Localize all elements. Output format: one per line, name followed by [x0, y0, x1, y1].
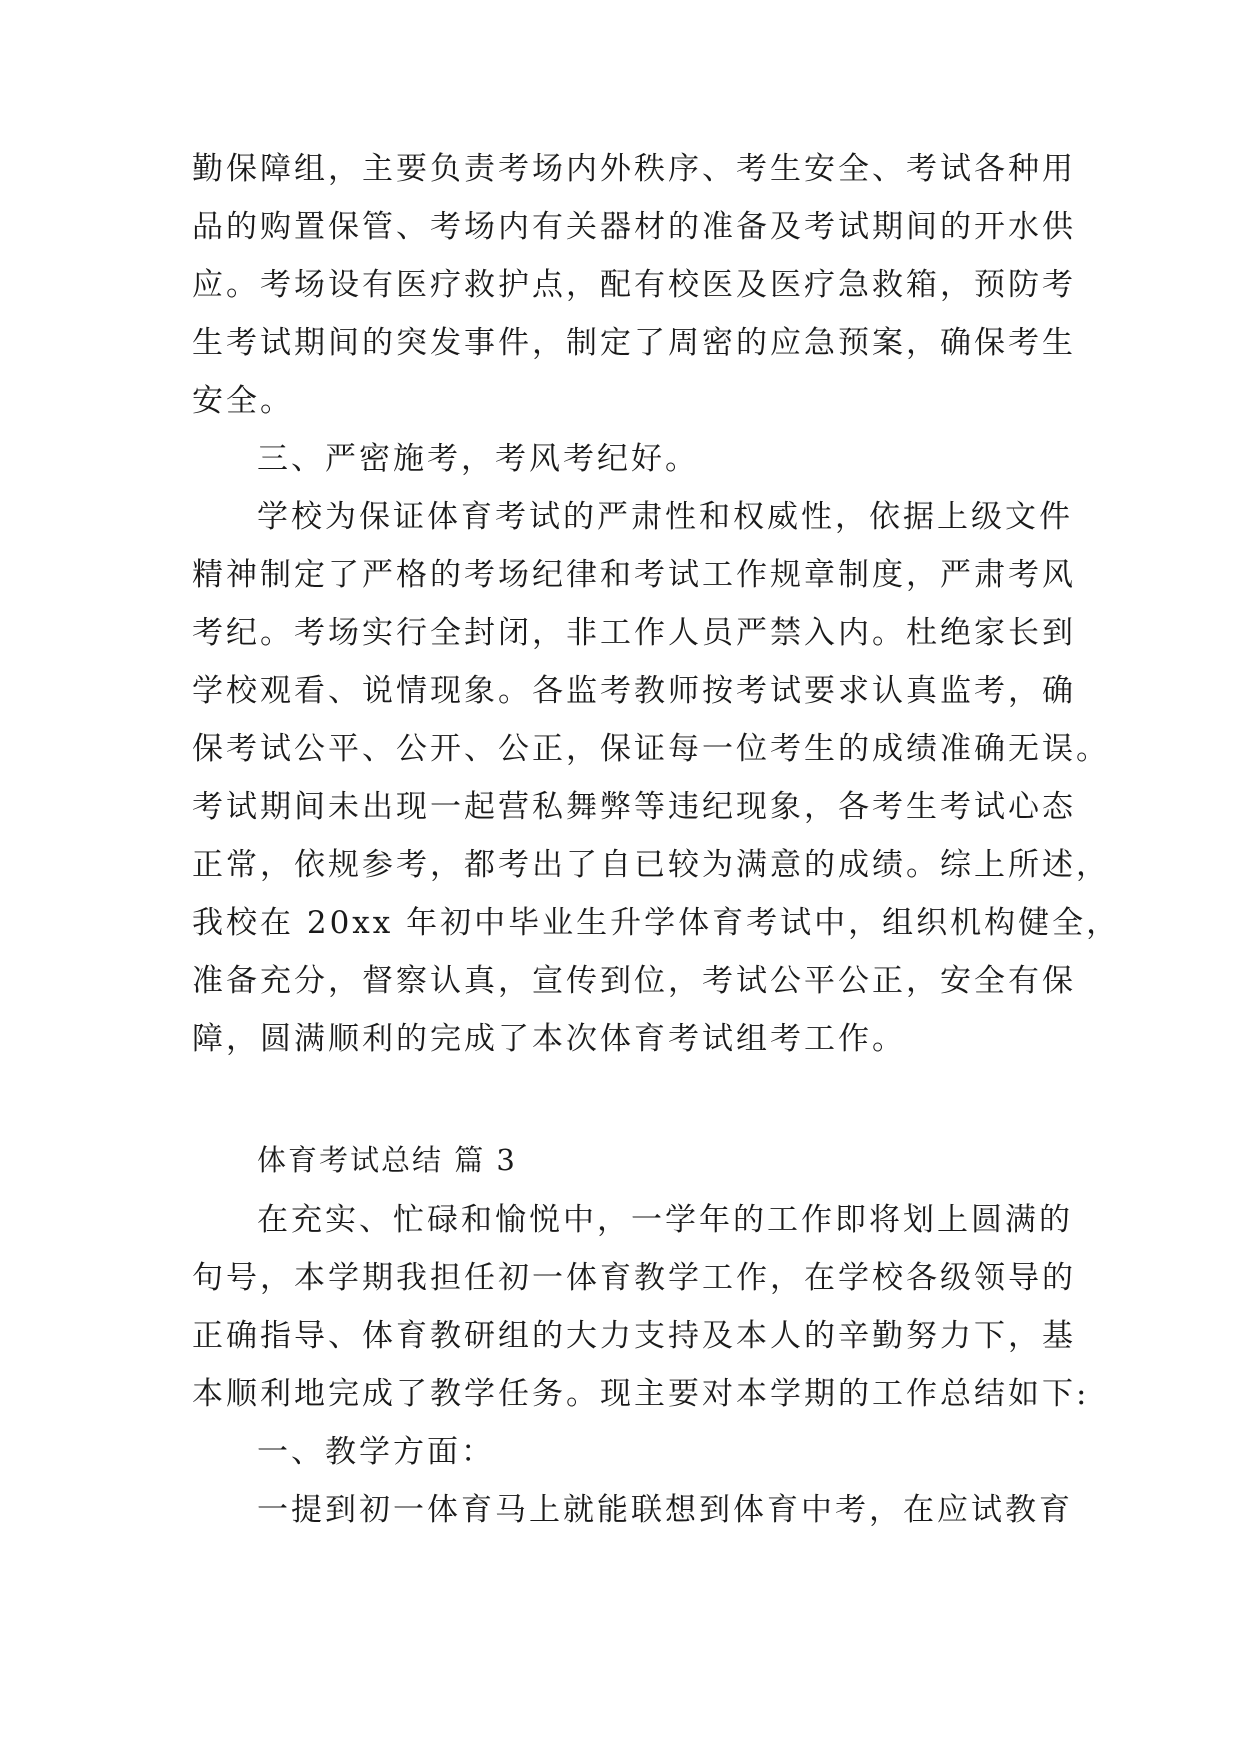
section-heading: 一、教学方面：: [257, 1434, 495, 1470]
section-title: 体育考试总结 篇 3: [257, 1143, 517, 1177]
paragraph-line: 安全。: [192, 383, 294, 419]
paragraph-line: 生考试期间的突发事件，制定了周密的应急预案，确保考生: [192, 325, 1076, 361]
paragraph-line: 正确指导、体育教研组的大力支持及本人的辛勤努力下，基: [192, 1318, 1076, 1354]
paragraph-line: 在充实、忙碌和愉悦中，一学年的工作即将划上圆满的: [257, 1202, 1073, 1238]
paragraph-line: 本顺利地完成了教学任务。现主要对本学期的工作总结如下:: [192, 1376, 1090, 1412]
paragraph-line: 考纪。考场实行全封闭，非工作人员严禁入内。杜绝家长到: [192, 615, 1076, 651]
paragraph-line: 保考试公平、公开、公正，保证每一位考生的成绩准确无误。: [192, 731, 1110, 767]
paragraph-line: 我校在 20xx 年初中毕业生升学体育考试中，组织机构健全，: [192, 905, 1121, 941]
paragraph-line: 学校观看、说情现象。各监考教师按考试要求认真监考，确: [192, 673, 1076, 709]
section-heading: 三、严密施考，考风考纪好。: [257, 441, 699, 477]
paragraph-line: 障，圆满顺利的完成了本次体育考试组考工作。: [192, 1021, 906, 1057]
paragraph-line: 考试期间未出现一起营私舞弊等违纪现象，各考生考试心态: [192, 789, 1076, 825]
paragraph-line: 准备充分，督察认真，宣传到位，考试公平公正，安全有保: [192, 963, 1076, 999]
paragraph-line: 正常，依规参考，都考出了自已较为满意的成绩。综上所述，: [192, 847, 1110, 883]
paragraph-line: 一提到初一体育马上就能联想到体育中考，在应试教育: [257, 1492, 1073, 1528]
paragraph-line: 勤保障组，主要负责考场内外秩序、考生安全、考试各种用: [192, 151, 1076, 187]
paragraph-line: 应。考场设有医疗救护点，配有校医及医疗急救箱，预防考: [192, 267, 1076, 303]
paragraph-line: 学校为保证体育考试的严肃性和权威性，依据上级文件: [257, 499, 1073, 535]
paragraph-line: 品的购置保管、考场内有关器材的准备及考试期间的开水供: [192, 209, 1076, 245]
paragraph-line: 句号，本学期我担任初一体育教学工作，在学校各级领导的: [192, 1260, 1076, 1296]
paragraph-line: 精神制定了严格的考场纪律和考试工作规章制度，严肃考风: [192, 557, 1076, 593]
